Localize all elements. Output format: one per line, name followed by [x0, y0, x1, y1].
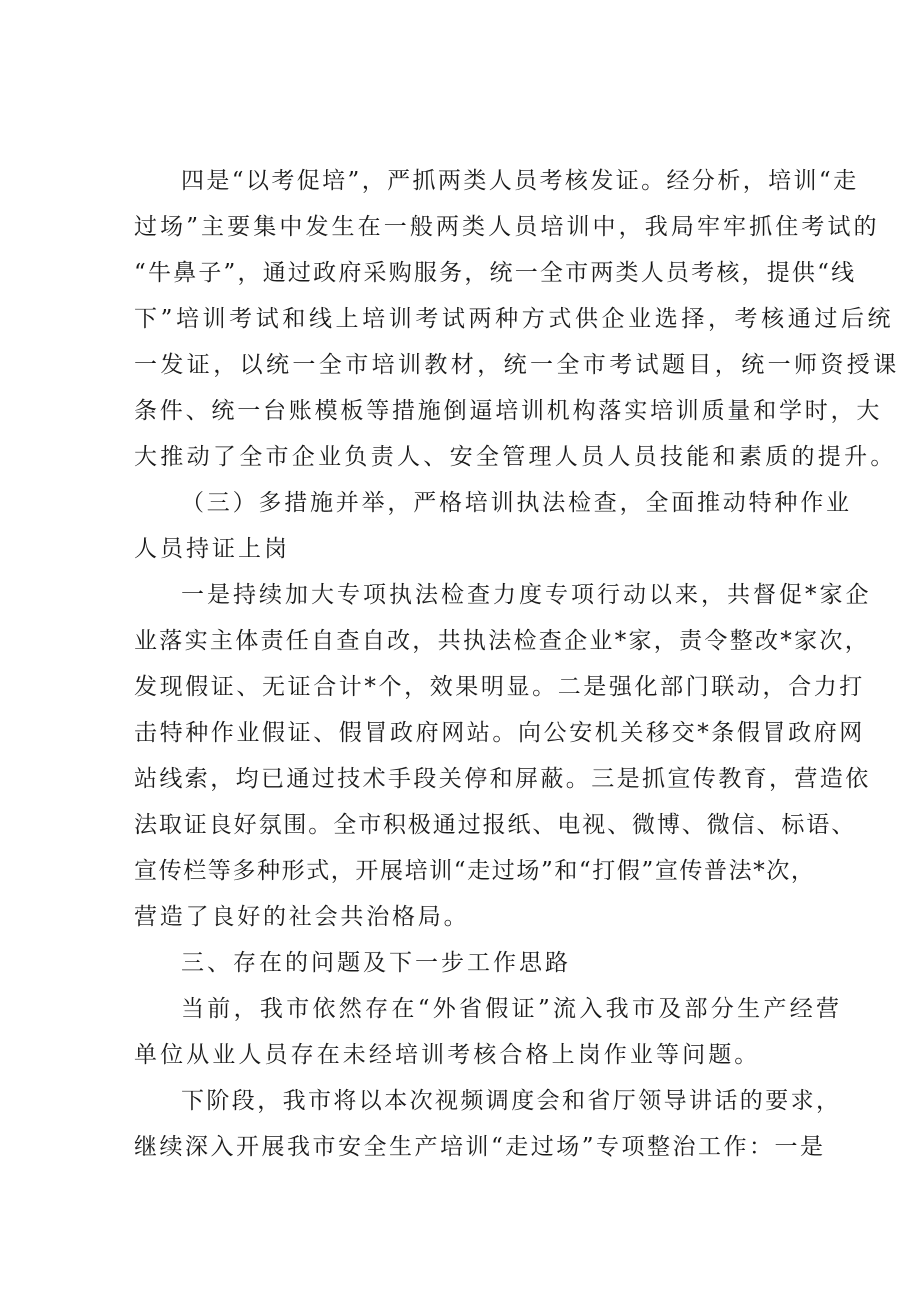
paragraph-line: [0, 1084, 920, 1118]
line-text: 人员持证上岗: [134, 536, 290, 562]
paragraph-line: [0, 394, 920, 428]
paragraph-line: [0, 854, 920, 888]
paragraph-line: [0, 716, 920, 750]
section-heading-line: [0, 486, 920, 520]
line-text: 宣传栏等多种形式，开展培训“走过场”和“打假”宣传普法*次，: [134, 858, 816, 884]
paragraph-line: [0, 302, 920, 336]
paragraph-line: [0, 624, 920, 658]
line-text: 继续深入开展我市安全生产培训“走过场”专项整治工作：一是: [134, 1134, 826, 1160]
line-text: 大推动了全市企业负责人、安全管理人员人员技能和素质的提升。: [134, 444, 897, 470]
line-text: 法取证良好氛围。全市积极通过报纸、电视、微博、微信、标语、: [134, 812, 857, 838]
paragraph-line: [0, 440, 920, 474]
line-text: （三）多措施并举，严格培训执法检查，全面推动特种作业: [181, 490, 852, 516]
line-text: 下”培训考试和线上培训考试两种方式供企业选择，考核通过后统: [134, 306, 895, 332]
line-text: 四是“以考促培”，严抓两类人员考核发证。经分析，培训“走: [181, 168, 859, 194]
paragraph-line: [0, 670, 920, 704]
paragraph-line: [0, 348, 920, 382]
line-text: 一发证，以统一全市培训教材，统一全市考试题目，统一师资授课: [134, 352, 900, 378]
paragraph-line: [0, 210, 920, 244]
line-text: 营造了良好的社会共治格局。: [134, 904, 470, 930]
paragraph-line: [0, 1130, 920, 1164]
paragraph-line: [0, 762, 920, 796]
line-text: 单位从业人员存在未经培训考核合格上岗作业等问题。: [134, 1042, 761, 1068]
line-text: 过场”主要集中发生在一般两类人员培训中，我局牢牢抓住考试的: [134, 214, 880, 240]
paragraph-line: [0, 992, 920, 1026]
line-text: 站线索，均已通过技术手段关停和屏蔽。三是抓宣传教育，营造依: [134, 766, 871, 792]
line-text: 一是持续加大专项执法检查力度专项行动以来，共督促*家企: [181, 582, 872, 608]
line-text: 条件、统一台账模板等措施倒逼培训机构落实培训质量和学时，大: [134, 398, 883, 424]
line-text: 当前，我市依然存在“外省假证”流入我市及部分生产经营: [181, 996, 843, 1022]
paragraph-line: [0, 164, 920, 198]
section-heading-line: [0, 532, 920, 566]
section-heading-line: [0, 946, 920, 980]
paragraph-line: [0, 578, 920, 612]
paragraph-line: [0, 900, 920, 934]
line-text: 三、存在的问题及下一步工作思路: [181, 950, 571, 976]
paragraph-line: [0, 256, 920, 290]
paragraph-line: [0, 1038, 920, 1072]
line-text: 下阶段，我市将以本次视频调度会和省厅领导讲话的要求，: [181, 1088, 842, 1114]
line-text: 击特种作业假证、假冒政府网站。向公安机关移交*条假冒政府网: [134, 720, 865, 746]
line-text: 业落实主体责任自查自改，共执法检查企业*家，责令整改*家次，: [134, 628, 870, 654]
line-text: 发现假证、无证合计*个，效果明显。二是强化部门联动，合力打: [134, 674, 865, 700]
paragraph-line: [0, 808, 920, 842]
line-text: “牛鼻子”，通过政府采购服务，统一全市两类人员考核，提供“线: [134, 260, 857, 286]
